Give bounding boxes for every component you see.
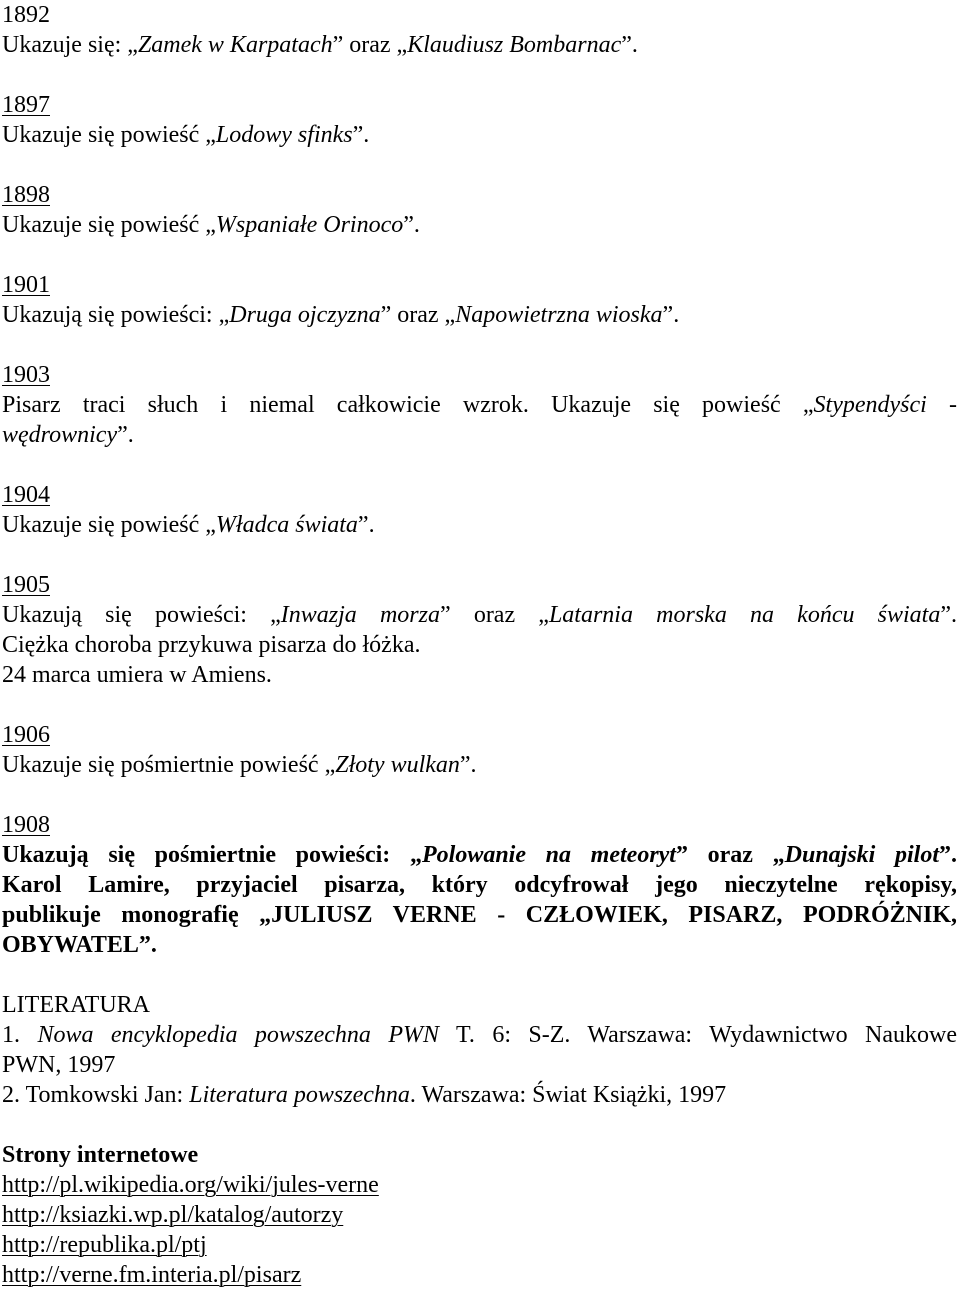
text-line: OBYWATEL”. — [2, 932, 157, 958]
text-line: Ukazuje się powieść „Władca świata”. — [2, 512, 375, 538]
year-label: 1892 — [2, 2, 50, 28]
text-line: Ukazuje się: „Zamek w Karpatach” oraz „Klaudiusz Bombarnac”. — [2, 32, 638, 58]
text-line: Ciężka choroba przykuwa pisarza do łóżka. — [2, 632, 421, 658]
italic-title: Polowanie na meteoryt — [421, 842, 676, 868]
italic-title: Latarnia morska na końcu świata — [548, 602, 941, 628]
timeline-entry — [2, 270, 957, 330]
text-line: Ukazują się powieści: „Druga ojczyzna” oraz „Napowietrzna wioska”. — [2, 302, 680, 328]
year-label: 1904 — [2, 482, 50, 508]
italic-title: Inwazja morza — [280, 602, 440, 628]
text-line: Karol Lamire, przyjaciel pisarza, który odcyfrował jego nieczytelne rękopisy, — [2, 872, 957, 898]
year-label: 1898 — [2, 182, 50, 208]
timeline-entry — [2, 180, 957, 240]
italic-title: Klaudiusz Bombarnac — [407, 32, 622, 58]
italic-title: Napowietrzna wioska — [455, 302, 663, 328]
italic-title: Dunajski pilot — [784, 842, 940, 868]
italic-title: Zamek w Karpatach — [137, 32, 333, 58]
year-label: 1906 — [2, 722, 50, 748]
timeline-entry — [2, 570, 957, 690]
timeline-entry — [2, 90, 957, 150]
literature-section — [2, 990, 957, 1110]
text-line: Ukazuje się pośmiertnie powieść „Złoty wulkan”. — [2, 752, 477, 778]
text-line: Ukazuje się powieść „Lodowy sfinks”. — [2, 122, 370, 148]
italic-title: wędrownicy — [2, 422, 118, 448]
timeline-entry — [2, 810, 957, 960]
literature-heading: LITERATURA — [2, 992, 150, 1018]
text-line: PWN, 1997 — [2, 1052, 116, 1078]
websites-heading: Strony internetowe — [2, 1142, 199, 1168]
timeline — [2, 0, 957, 990]
timeline-entry — [2, 0, 957, 60]
year-label: 1901 — [2, 272, 50, 298]
website-link[interactable]: http://pl.wikipedia.org/wiki/jules-verne — [2, 1172, 379, 1198]
timeline-entry — [2, 480, 957, 540]
websites-section — [2, 1140, 957, 1290]
text-line: Ukazują się powieści: „Inwazja morza” oraz „Latarnia morska na końcu świata”. — [2, 602, 957, 628]
italic-title: Stypendyści - — [813, 392, 958, 418]
year-label: 1897 — [2, 92, 50, 118]
italic-title: Druga ojczyzna — [229, 302, 381, 328]
literature-list — [2, 1020, 957, 1110]
text-line: 2. Tomkowski Jan: Literatura powszechna. Warszawa: Świat Książki, 1997 — [2, 1082, 727, 1108]
text-line: 24 marca umiera w Amiens. — [2, 662, 272, 688]
year-label: 1908 — [2, 812, 50, 838]
text-line: Ukazują się pośmiertnie powieści: „Polowanie na meteoryt” oraz „Dunajski pilot”. — [2, 842, 958, 868]
website-link[interactable]: http://ksiazki.wp.pl/katalog/autorzy — [2, 1202, 344, 1228]
italic-title: Literatura powszechna — [189, 1082, 410, 1108]
link-list — [2, 1170, 957, 1290]
timeline-entry — [2, 360, 957, 450]
italic-title: Nowa encyklopedia powszechna PWN — [37, 1022, 440, 1048]
text-line: Ukazuje się powieść „Wspaniałe Orinoco”. — [2, 212, 420, 238]
italic-title: Złoty wulkan — [335, 752, 460, 778]
timeline-entry — [2, 720, 957, 780]
text-line: 1. Nowa encyklopedia powszechna PWN T. 6: S-Z. Warszawa: Wydawnictwo Naukowe — [2, 1022, 958, 1048]
year-label: 1903 — [2, 362, 50, 388]
italic-title: Władca świata — [215, 512, 358, 538]
text-line: Pisarz traci słuch i niemal całkowicie wzrok. Ukazuje się powieść „Stypendyści - — [2, 392, 958, 418]
website-link[interactable]: http://verne.fm.interia.pl/pisarz — [2, 1262, 302, 1288]
italic-title: Lodowy sfinks — [215, 122, 353, 148]
text-line: publikuje monografię „JULIUSZ VERNE - CZŁOWIEK, PISARZ, PODRÓŻNIK, — [2, 902, 957, 928]
document-page — [2, 0, 957, 1290]
text-line: wędrownicy”. — [2, 422, 134, 448]
year-label: 1905 — [2, 572, 50, 598]
website-link[interactable]: http://republika.pl/ptj — [2, 1232, 207, 1258]
italic-title: Wspaniałe Orinoco — [215, 212, 404, 238]
